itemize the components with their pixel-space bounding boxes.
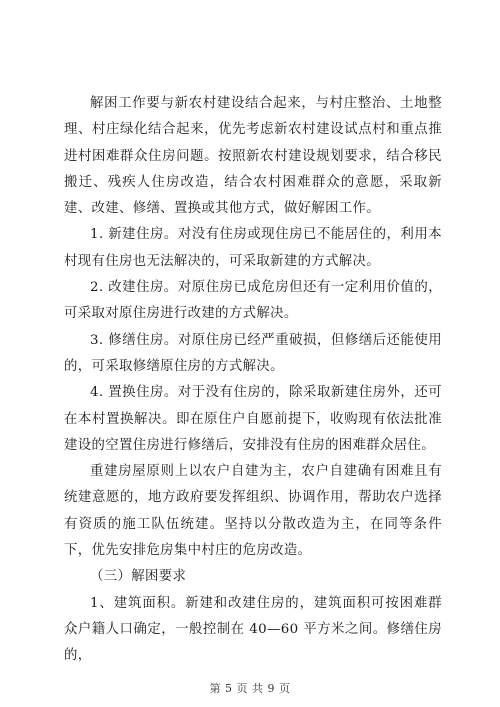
paragraph-item-repair-housing: 3. 修缮住房。对原住房已经严重破损，但修缮后还能使用的，可采取修缮原住房的方式解决。 — [64, 332, 442, 374]
document-body — [64, 91, 442, 670]
section-heading: （三）解困要求 — [90, 569, 187, 585]
paragraph-item-rebuild-housing: 2. 改建住房。对原住房已成危房但还有一定利用价值的，可采取对原住房进行改建的方式解决。 — [64, 280, 442, 322]
paragraph-item-new-housing: 1. 新建住房。对没有住房或现住房已不能居住的，利用本村现有住房也无法解决的，可采取新建的方式解决。 — [64, 227, 442, 269]
page-footer: 第 5 页 共 9 页 — [209, 682, 291, 695]
paragraph-reconstruction-principle: 重建房屋原则上以农户自建为主，农户自建确有困难且有统建意愿的，地方政府要发挥组织、协调作用，帮助农户选择有资质的施工队伍统建。坚持以分散改造为主，在同等条件下，优先安排危房集中村庄的危房改造。 — [64, 464, 442, 559]
paragraph-intro: 解困工作要与新农村建设结合起来，与村庄整治、土地整理、村庄绿化结合起来，优先考虑新农村建设试点村和重点推进村困难群众住房问题。按照新农村建设规划要求，结合移民搬迁、残疾人住房改造，结合农村困难群众的意愿，采取新建、改建、修缮、置换或其他方式，做好解困工作。 — [64, 96, 442, 217]
paragraph-building-area: 1、建筑面积。新建和改建住房的，建筑面积可按困难群众户籍人口确定，一般控制在 40—60 平方米之间。修缮住房的， — [64, 595, 442, 664]
paragraph-item-exchange-housing: 4. 置换住房。对于没有住房的，除采取新建住房外，还可在本村置换解决。即在原住户自愿前提下，收购现有依法批准建设的空置住房进行修缮后，安排没有住房的困难群众居住。 — [64, 385, 442, 453]
